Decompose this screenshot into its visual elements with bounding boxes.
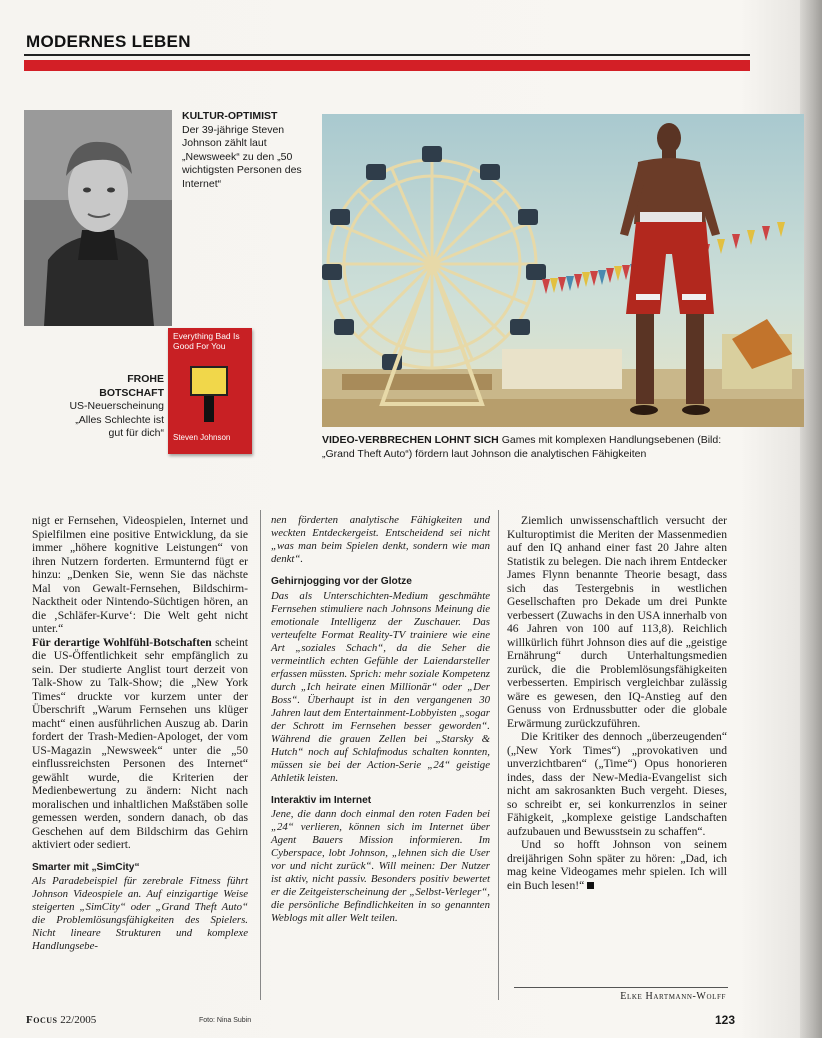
column-divider [260, 510, 261, 1000]
author-portrait-photo [24, 110, 172, 326]
portrait-caption [182, 110, 302, 191]
end-mark [587, 882, 594, 889]
subheading: Gehirnjogging vor der Glotze [271, 576, 412, 587]
footer-issue [26, 1014, 96, 1026]
footer-magazine: Focus [26, 1014, 58, 1026]
book-caption-text: US-Neuerscheinung „Alles Schlechte ist gut für dich“ [69, 400, 164, 439]
footer-issue-number: 22/2005 [60, 1014, 97, 1026]
book-cover-title: Everything Bad Is Good For You [173, 331, 240, 351]
game-caption-title: VIDEO-VERBRECHEN LOHNT SICH [322, 434, 499, 446]
book-caption [60, 373, 164, 441]
paragraph-lead: Für derartige Wohlfühl-Botschaften [32, 635, 212, 649]
byline-rule [514, 987, 728, 988]
game-screenshot [322, 114, 804, 427]
paragraph: Ziemlich unwissenschaftlich versucht der Kulturoptimist die Meriten der Massenmedien auf den IQ anhand einer fast 20 Jahre alten Statistik zu belegen. Die nach ihrem Entdecker James Flynn benannte Theorie besagt, dass sich das Testergebnis in westlichen Gesellschaften pro Dekade um drei Punkte verbessert (Zuwachs in den USA innerhalb von 46 Jahren von 100 auf 113,8). Reichlich willkürlich führt Johnson dies auf die „geistige Ernährung“ durch Unterhaltungsmedien zurück, die die Problemlösungsfähigkeiten verbesserten. Empirisch vergleichbar zulässig wäre es gewesen, den IQ-Anstieg auf den Genuss von Erdnussbutter oder die globale Erwärmung zurückzuführen. [507, 514, 727, 730]
article-column-2 [271, 514, 490, 925]
header-rule [24, 54, 750, 56]
paragraph: Jene, die dann doch einmal den roten Faden bei „24“ verlieren, können sich im Internet über Agent Bauers Mission informieren. Im Cyberspace, lobt Johnson, „lehnen sich die User vor und nicht zurück“. Will meinen: Der Nutzer ist aktiv, nicht passiv. Besonders positiv bewertet er die Zeitgeisterscheinung der „Selbst-Verleger“, die persönliche Befindlichkeiten in so genannten Weblogs mit aller Welt teilen. [271, 808, 490, 924]
page-number: 123 [715, 1013, 736, 1027]
paragraph [32, 636, 248, 852]
portrait-caption-title: KULTUR-OPTIMIST [182, 110, 278, 122]
subheading: Smarter mit „SimCity“ [32, 861, 140, 873]
photo-credit: Foto: Nina Subin [199, 1017, 252, 1024]
game-caption [322, 433, 752, 461]
tv-body-illustration [204, 396, 214, 422]
paragraph [507, 838, 727, 892]
article-column-1 [32, 514, 248, 953]
tv-head-illustration [190, 366, 228, 396]
book-cover [168, 328, 252, 454]
book-caption-title: FROHE BOTSCHAFT [99, 373, 164, 399]
author-byline: Elke Hartmann-Wolff [620, 991, 726, 1002]
portrait-caption-text: Der 39-jährige Steven Johnson zählt laut „Newsweek“ zu den „50 wichtigsten Personen des Internet“ [182, 123, 302, 190]
paragraph: Das als Unterschichten-Medium geschmähte Fernsehen stimuliere nach Johnsons Meinung die emotionale Intelligenz der Zuschauer. Das verteufelte Format Reality-TV trainiere wie eine Art „soziales Schach“, da die Seher die vermeintlich echten Gefühle der Laiendarsteller erfassen müssten. Sprich: mehr soziale Kompetenz durch „Ich heirate einen Millionär“ oder „Der Boss“. Überhaupt ist in den vergangenen 30 Jahren laut dem Entertainment-Lobbyisten „sogar der Schrott im Fernsehen besser geworden“. Während die grauen Zellen bei „Starsky & Hutch“ noch auf Schlafmodus schalten konnten, müssen sie bei der Action-Serie „24“ geistige Athletik leisten. [271, 589, 490, 784]
paragraph: Als Paradebeispiel für zerebrale Fitness führt Johnson Videospiele an. Auf einzigartige Weise steigerten „SimCity“ oder „Grand Theft Auto“ die Problemlösungsfähigkeiten des Spielers. Nicht lineare Strukturen und komplexe Handlungsebe- [32, 875, 248, 952]
book-cover-author: Steven Johnson [173, 432, 231, 442]
paragraph: nigt er Fernsehen, Videospielen, Internet und Spielfilmen eine positive Entwicklung, da sie immer „höhere kognitive Leistungen“ von ihren Nutzern forderten. Ermunternd fügt er hinzu: „Denken Sie, wenn Sie das nächste Mal von Gewalt-Fernsehen, Bildschirm-Nacktheit oder Nintendo-Süchtigen hören, an die ‚Schläfer-Kurve‘: Die Welt geht nicht unter.“ [32, 514, 248, 635]
paragraph: Die Kritiker des dennoch „überzeugenden“ („New York Times“) „provokativen und unverzichtbaren“ („Time“) Opus honorieren indes, dass der New-Media-Evangelist sich nicht am sakrosankten Buch vergeht. Dieses, so schreibt er, sei konkurrenzlos in seiner Fähigkeit, „komplexe geistige Landschaften aufzubauen und Bewusstsein zu schaffen“. [507, 730, 727, 838]
paragraph-text: Und so hofft Johnson von seinem dreijährigen Sohn später zu hören: „Dad, ich mag keine Videogames mehr spielen. Ich will ein Buch lesen!“ [507, 838, 727, 892]
subheading: Interaktiv im Internet [271, 794, 372, 806]
header-red-bar [24, 60, 750, 71]
column-divider [498, 510, 499, 1000]
game-caption-text: Games mit komplexen Handlungsebenen (Bild: „Grand Theft Auto“) fördern laut Johnson die analytischen Fähigkeiten [322, 434, 722, 460]
paragraph: nen förderten analytische Fähigkeiten und weckten Entdeckergeist. Entscheidend sei nicht „was man beim Spielen denkt, sondern wie man denkt“. [271, 514, 490, 565]
section-title: MODERNES LEBEN [26, 32, 191, 51]
article-column-3 [507, 514, 727, 892]
paragraph-text: scheint die US-Öffentlichkeit sehr empfänglich zu sein. Der studierte Anglist tourt derzeit von Talk-Show zu Talk-Show; die „New York Times“ druckte vor kurzem unter der Überschrift „Warum Fernsehen uns klüger macht“ einen ausführlichen Auszug ab. Darin fordert der Trash-Medien-Apologet, der vom US-Magazin „Newsweek“ unter die „50 einflussreichsten Personen des Internet“ gewählt wurde, die Kriterien der Medienbewertung zu ändern: Nicht nach moralischen und inhaltlichen Maßstäben solle gemessen werden, sondern danach, ob das Geschehen auf dem Bildschirm das Gehirn aktiviert oder sediert. [32, 635, 248, 851]
